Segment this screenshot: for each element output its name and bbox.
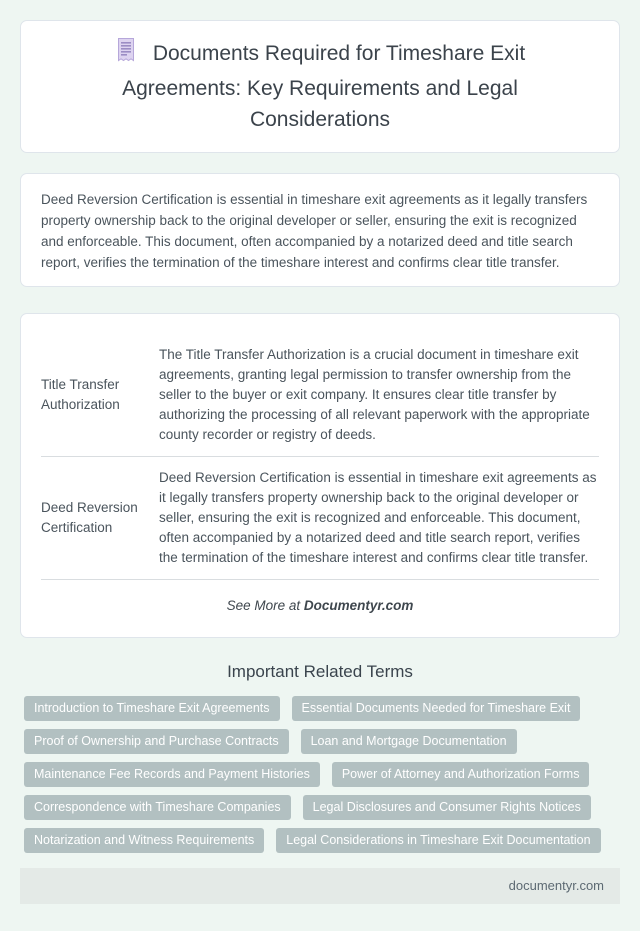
term-cell: Title Transfer Authorization	[41, 334, 159, 457]
related-term-chip[interactable]: Essential Documents Needed for Timeshare Exit	[292, 696, 581, 721]
definitions-card	[20, 313, 620, 638]
related-term-chip[interactable]: Legal Disclosures and Consumer Rights Notices	[303, 795, 591, 820]
see-more-line	[41, 598, 599, 613]
table-row	[41, 334, 599, 457]
receipt-icon	[115, 37, 137, 73]
see-more-site-link[interactable]: Documentyr.com	[303, 598, 414, 613]
page-title-text: Documents Required for Timeshare Exit Agreements: Key Requirements and Legal Considerations	[122, 42, 526, 131]
see-more-prefix: See More at	[226, 598, 304, 613]
intro-card	[20, 173, 620, 287]
related-term-chip[interactable]: Introduction to Timeshare Exit Agreements	[24, 696, 280, 721]
title-card	[20, 20, 620, 153]
chip-row	[24, 795, 616, 820]
chip-row	[24, 828, 616, 853]
chip-row	[24, 696, 616, 721]
related-term-chip[interactable]: Maintenance Fee Records and Payment Histories	[24, 762, 320, 787]
related-term-chip[interactable]: Correspondence with Timeshare Companies	[24, 795, 291, 820]
chip-row	[24, 762, 616, 787]
related-terms-list	[24, 696, 616, 853]
related-terms-heading: Important Related Terms	[227, 662, 413, 681]
related-term-chip[interactable]: Notarization and Witness Requirements	[24, 828, 264, 853]
table-row	[41, 457, 599, 580]
related-term-chip[interactable]: Proof of Ownership and Purchase Contracts	[24, 729, 289, 754]
definition-cell: Deed Reversion Certification is essential in timeshare exit agreements as it legally transfers property ownership back to the original developer or seller, ensuring the exit is recognized and enforceable. This document, often accompanied by a notarized deed and title search report, verifies the termination of the timeshare interest and confirms clear title transfer.	[159, 457, 599, 580]
related-term-chip[interactable]: Legal Considerations in Timeshare Exit Documentation	[276, 828, 600, 853]
chip-row	[24, 729, 616, 754]
related-term-chip[interactable]: Loan and Mortgage Documentation	[301, 729, 517, 754]
footer-site: documentyr.com	[508, 878, 604, 893]
definition-cell: The Title Transfer Authorization is a crucial document in timeshare exit agreements, granting legal permission to transfer ownership from the seller to the buyer or exit company. It ensures clear title transfer by authorizing the processing of all relevant paperwork with the appropriate county recorder or registry of deeds.	[159, 334, 599, 457]
term-cell: Deed Reversion Certification	[41, 457, 159, 580]
page-title	[63, 37, 577, 135]
page	[0, 20, 640, 904]
related-term-chip[interactable]: Power of Attorney and Authorization Forms	[332, 762, 590, 787]
footer-bar	[20, 868, 620, 904]
definitions-table	[41, 334, 599, 580]
intro-text: Deed Reversion Certification is essential in timeshare exit agreements as it legally transfers property ownership back to the original developer or seller, ensuring the exit is recognized and enforceable. This document, often accompanied by a notarized deed and title search report, verifies the termination of the timeshare interest and confirms clear title transfer.	[41, 192, 588, 270]
